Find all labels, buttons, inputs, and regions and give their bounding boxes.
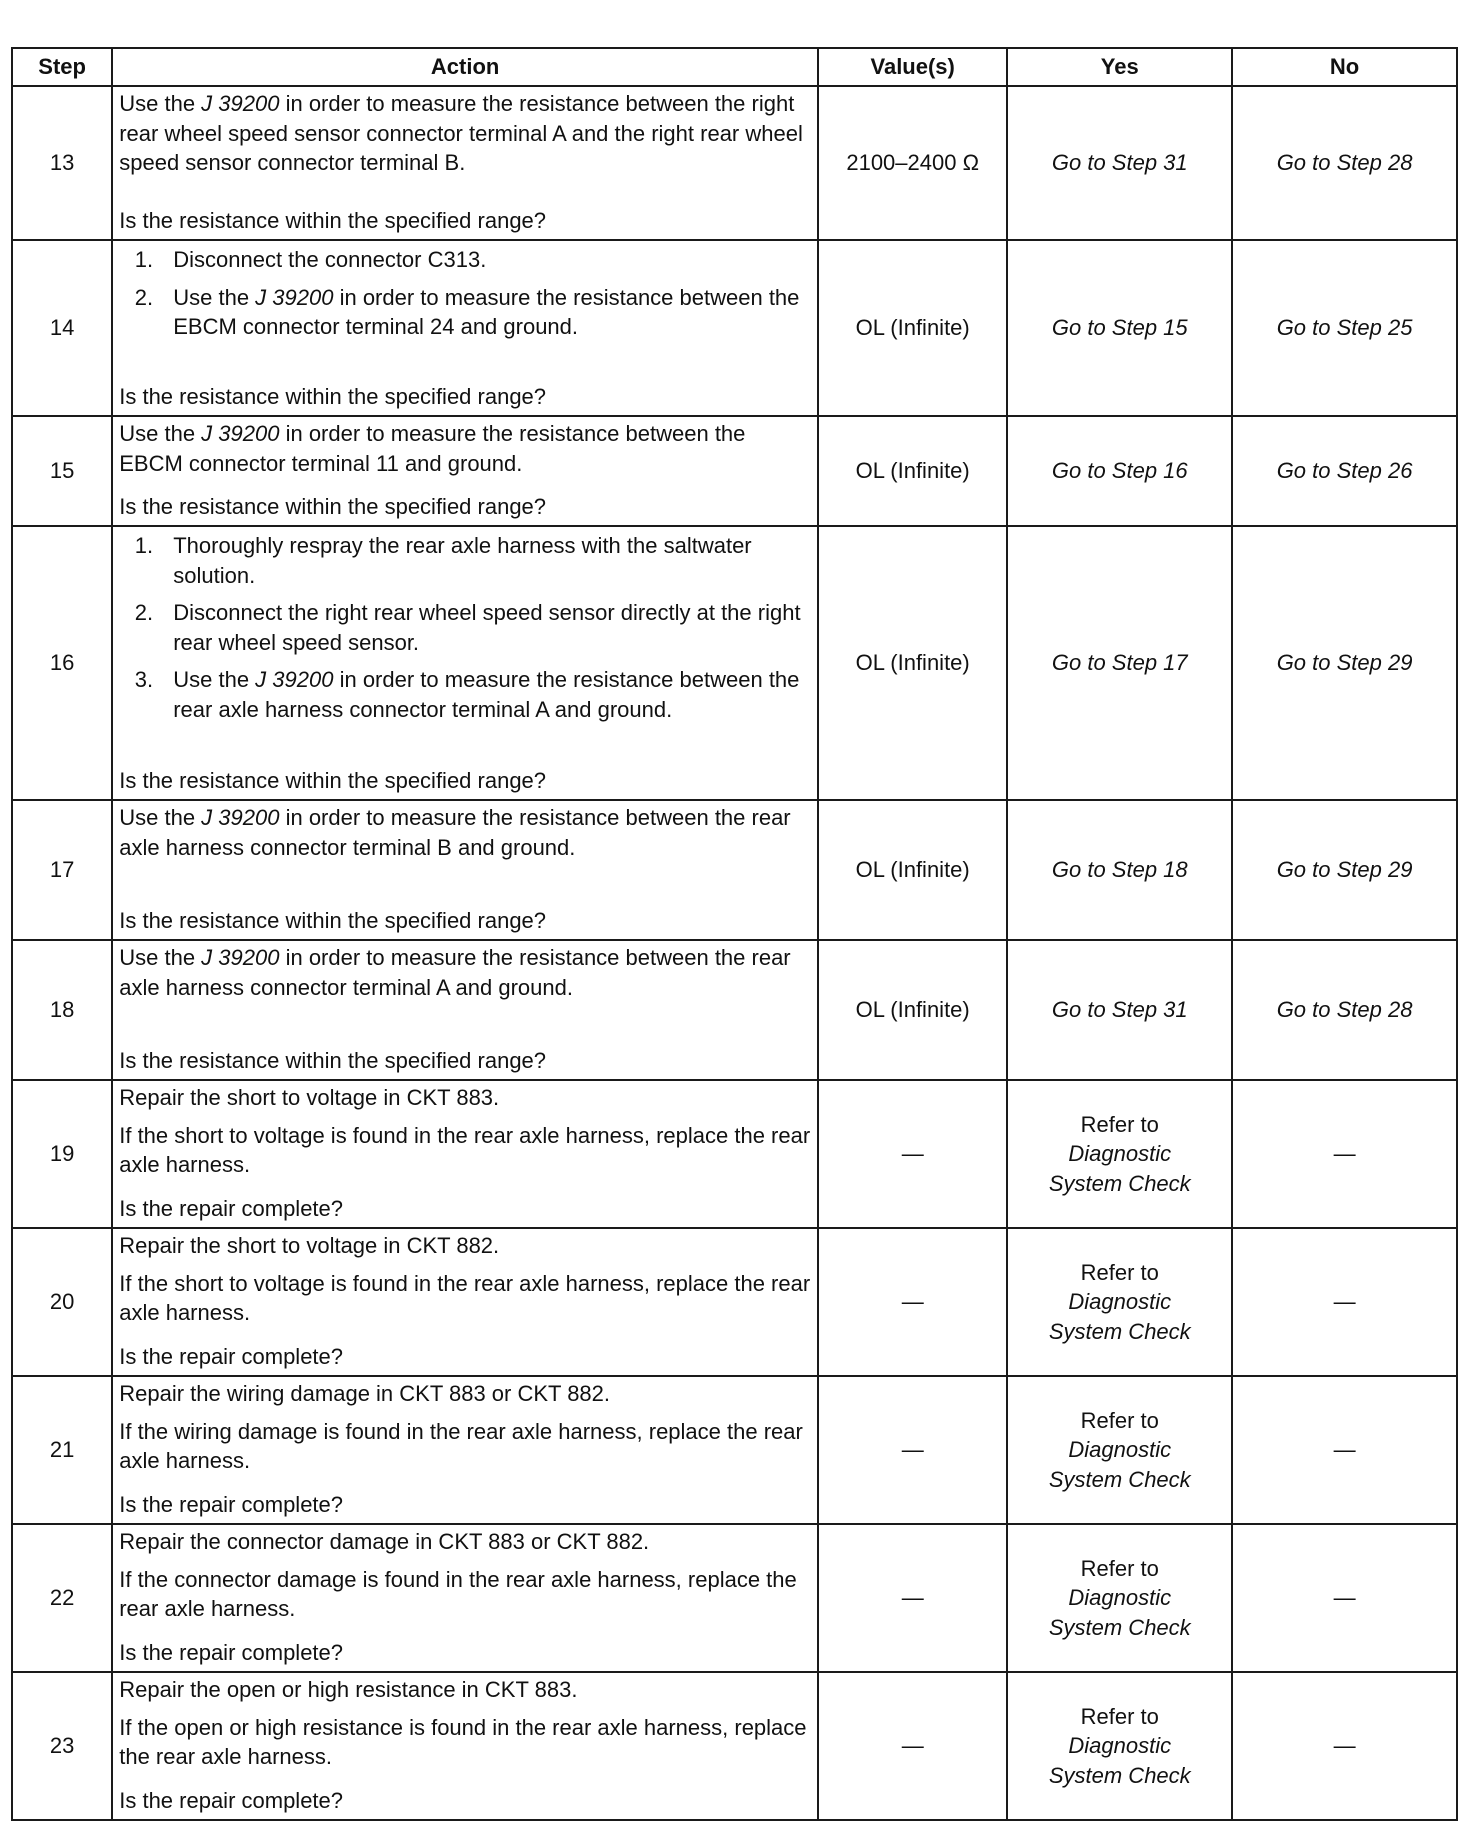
header-values: Value(s): [818, 48, 1007, 86]
step-number: 13: [12, 86, 112, 240]
step-number: 22: [12, 1524, 112, 1672]
action-cell: [112, 1524, 818, 1672]
list-item: 1. Thoroughly respray the rear axle harness with the saltwater solution.: [159, 531, 811, 590]
action-cell: [112, 86, 818, 240]
yes-cell: Go to Step 16: [1007, 416, 1232, 526]
action-text: If the short to voltage is found in the rear axle harness, replace the rear axle harness.: [119, 1122, 811, 1177]
action-question: Is the repair complete?: [119, 1639, 344, 1665]
action-text: Use the J 39200 in order to measure the resistance between the rear axle harness connector terminal B and ground.: [119, 805, 791, 860]
yes-cell: Go to Step 18: [1007, 800, 1232, 940]
action-question: Is the repair complete?: [119, 1343, 344, 1369]
tool-name: J 39200: [201, 805, 280, 830]
action-question: Is the repair complete?: [119, 1787, 344, 1813]
action-list: [119, 531, 811, 732]
tool-name: J 39200: [201, 945, 280, 970]
action-question: Is the repair complete?: [119, 1491, 344, 1517]
step-number: 20: [12, 1228, 112, 1376]
action-text: If the connector damage is found in the rear axle harness, replace the rear axle harness.: [119, 1566, 797, 1621]
value-cell: —: [818, 1080, 1007, 1228]
value-cell: OL (Infinite): [818, 240, 1007, 416]
step-number: 14: [12, 240, 112, 416]
action-text: If the short to voltage is found in the rear axle harness, replace the rear axle harness.: [119, 1270, 811, 1325]
table-row: [12, 1080, 1457, 1228]
action-text: Use the J 39200 in order to measure the resistance between the right rear wheel speed sensor connector terminal A and the right rear wheel speed sensor connector terminal B.: [119, 91, 803, 175]
action-text: Repair the wiring damage in CKT 883 or CKT 882.: [119, 1381, 611, 1406]
table-row: [12, 1672, 1457, 1820]
table-row: [12, 1228, 1457, 1376]
step-number: 23: [12, 1672, 112, 1820]
step-number: 15: [12, 416, 112, 526]
table-row: [12, 416, 1457, 526]
value-cell: OL (Infinite): [818, 800, 1007, 940]
action-text: Repair the short to voltage in CKT 882.: [119, 1233, 500, 1258]
action-cell: [112, 940, 818, 1080]
no-cell: —: [1232, 1228, 1457, 1376]
tool-name: J 39200: [201, 421, 280, 446]
action-cell: [112, 1672, 818, 1820]
step-number: 21: [12, 1376, 112, 1524]
action-list: [119, 245, 811, 350]
header-action: Action: [112, 48, 818, 86]
action-question: Is the resistance within the specified range?: [119, 207, 547, 233]
tool-name: J 39200: [255, 667, 334, 692]
tool-name: J 39200: [201, 91, 280, 116]
value-cell: —: [818, 1524, 1007, 1672]
list-item: 2. Disconnect the right rear wheel speed sensor directly at the right rear wheel speed sensor.: [159, 598, 811, 657]
list-item: 1. Disconnect the connector C313.: [159, 245, 811, 275]
value-cell: —: [818, 1376, 1007, 1524]
step-number: 16: [12, 526, 112, 800]
action-text: Repair the short to voltage in CKT 883.: [119, 1085, 500, 1110]
table-row: [12, 240, 1457, 416]
no-cell: —: [1232, 1672, 1457, 1820]
action-text: Use the J 39200 in order to measure the resistance between the EBCM connector terminal 11 and ground.: [119, 421, 746, 476]
action-cell: [112, 1376, 818, 1524]
action-question: Is the resistance within the specified range?: [119, 1047, 547, 1073]
header-no: No: [1232, 48, 1457, 86]
yes-cell: Refer to Diagnostic System Check: [1007, 1672, 1232, 1820]
action-question: Is the resistance within the specified range?: [119, 383, 547, 409]
diagnostic-table: [11, 47, 1458, 1821]
no-cell: —: [1232, 1524, 1457, 1672]
yes-cell: Go to Step 17: [1007, 526, 1232, 800]
header-row: [12, 48, 1457, 86]
step-number: 18: [12, 940, 112, 1080]
value-cell: OL (Infinite): [818, 526, 1007, 800]
action-cell: [112, 1228, 818, 1376]
no-cell: Go to Step 25: [1232, 240, 1457, 416]
yes-cell: Go to Step 15: [1007, 240, 1232, 416]
step-number: 19: [12, 1080, 112, 1228]
yes-cell: Refer to Diagnostic System Check: [1007, 1524, 1232, 1672]
action-text: If the open or high resistance is found in the rear axle harness, replace the rear axle harness.: [119, 1714, 807, 1769]
value-cell: OL (Infinite): [818, 940, 1007, 1080]
table-row: [12, 940, 1457, 1080]
list-item: 3. Use the J 39200 in order to measure the resistance between the rear axle harness connector terminal A and ground.: [159, 665, 811, 724]
action-text: Use the J 39200 in order to measure the resistance between the rear axle harness connector terminal A and ground.: [119, 945, 791, 1000]
no-cell: —: [1232, 1080, 1457, 1228]
action-cell: [112, 526, 818, 800]
yes-cell: Refer to Diagnostic System Check: [1007, 1080, 1232, 1228]
no-cell: Go to Step 26: [1232, 416, 1457, 526]
action-question: Is the resistance within the specified range?: [119, 767, 547, 793]
value-cell: —: [818, 1228, 1007, 1376]
yes-cell: Go to Step 31: [1007, 86, 1232, 240]
table-row: [12, 526, 1457, 800]
no-cell: Go to Step 28: [1232, 940, 1457, 1080]
header-step: Step: [12, 48, 112, 86]
value-cell: 2100–2400 Ω: [818, 86, 1007, 240]
no-cell: —: [1232, 1376, 1457, 1524]
action-cell: [112, 1080, 818, 1228]
value-cell: OL (Infinite): [818, 416, 1007, 526]
yes-cell: Go to Step 31: [1007, 940, 1232, 1080]
no-cell: Go to Step 29: [1232, 800, 1457, 940]
action-text: Repair the open or high resistance in CKT 883.: [119, 1677, 578, 1702]
table-row: [12, 1524, 1457, 1672]
yes-cell: Refer to Diagnostic System Check: [1007, 1376, 1232, 1524]
value-cell: —: [818, 1672, 1007, 1820]
action-text: If the wiring damage is found in the rear axle harness, replace the rear axle harness.: [119, 1418, 803, 1473]
action-cell: [112, 240, 818, 416]
yes-cell: Refer to Diagnostic System Check: [1007, 1228, 1232, 1376]
action-question: Is the repair complete?: [119, 1195, 344, 1221]
no-cell: Go to Step 29: [1232, 526, 1457, 800]
action-cell: [112, 416, 818, 526]
action-question: Is the resistance within the specified range?: [119, 493, 547, 519]
action-cell: [112, 800, 818, 940]
list-item: 2. Use the J 39200 in order to measure the resistance between the EBCM connector terminal 24 and ground.: [159, 283, 811, 342]
tool-name: J 39200: [255, 284, 334, 310]
table-row: [12, 1376, 1457, 1524]
table-row: [12, 86, 1457, 240]
action-question: Is the resistance within the specified range?: [119, 907, 547, 933]
no-cell: Go to Step 28: [1232, 86, 1457, 240]
action-text: Repair the connector damage in CKT 883 or CKT 882.: [119, 1529, 650, 1554]
table-row: [12, 800, 1457, 940]
step-number: 17: [12, 800, 112, 940]
header-yes: Yes: [1007, 48, 1232, 86]
